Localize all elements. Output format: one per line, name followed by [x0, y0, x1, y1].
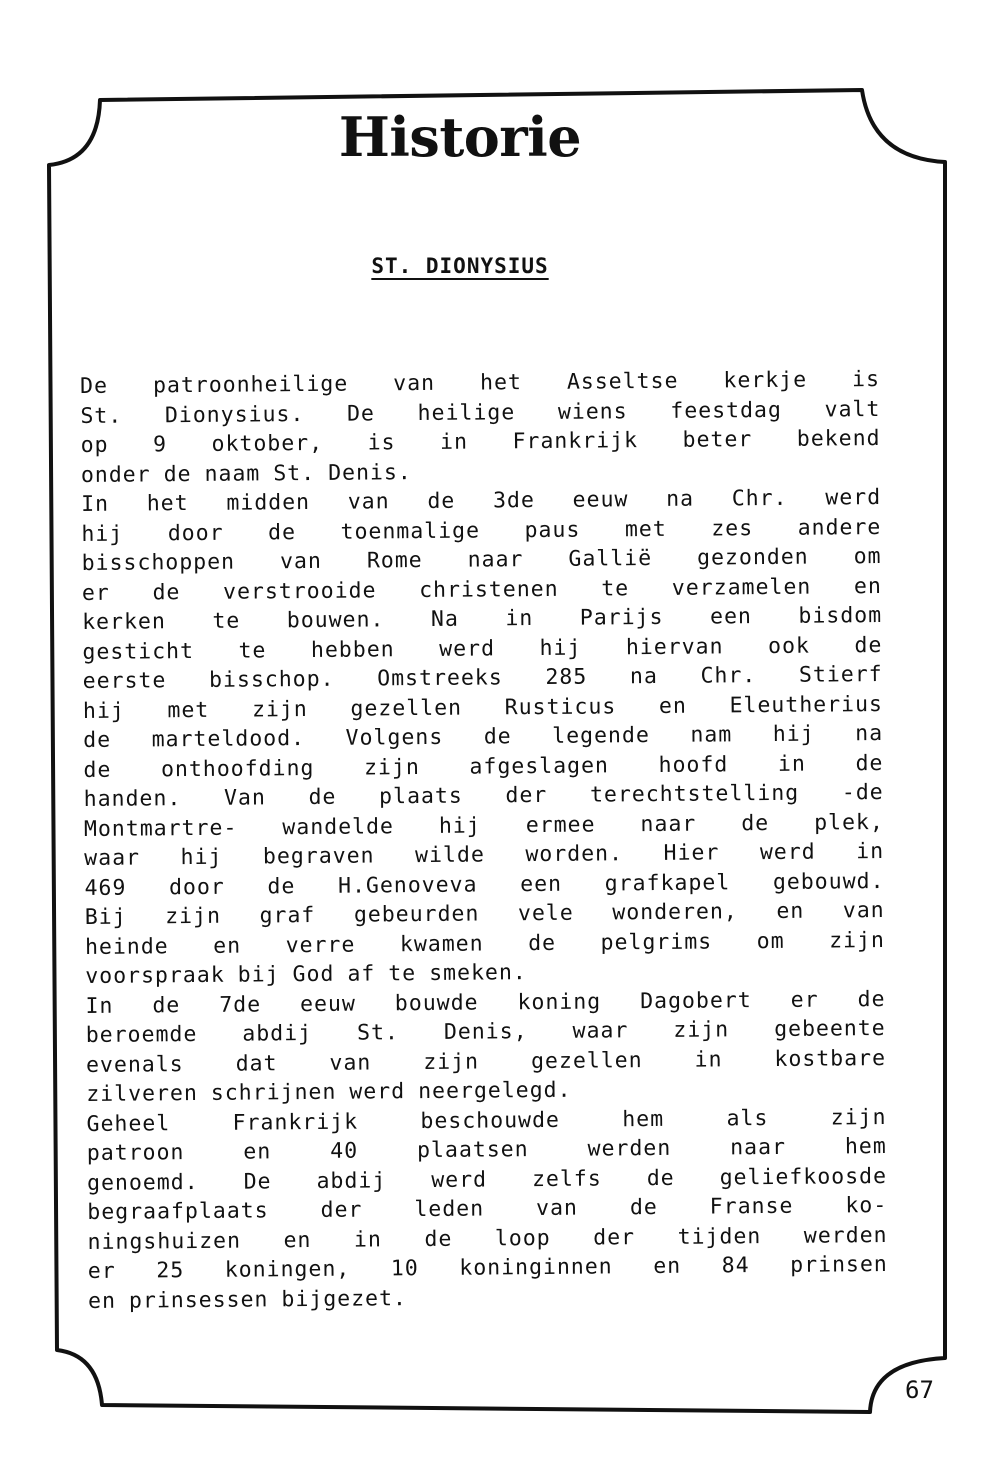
- word: genoemd.: [86, 1169, 199, 1196]
- word: Frankrijk: [232, 1109, 359, 1136]
- word: door: [168, 874, 225, 900]
- word: legende: [552, 723, 650, 749]
- word: Na: [430, 606, 459, 632]
- word: onder: [80, 461, 151, 488]
- word: eeuw: [299, 991, 356, 1017]
- word: zijn: [673, 1017, 730, 1043]
- word: Rome: [366, 548, 423, 574]
- word: met: [624, 516, 667, 542]
- word: de: [857, 986, 886, 1012]
- word: en: [653, 1253, 682, 1280]
- word: wilde: [414, 842, 485, 869]
- word: van: [329, 1049, 372, 1076]
- word: gebeente: [774, 1015, 886, 1042]
- word: heinde: [84, 933, 169, 960]
- word: 285: [545, 664, 588, 690]
- word: in: [440, 429, 469, 455]
- word: plaatsen: [416, 1137, 529, 1164]
- word: bisschop.: [208, 666, 335, 693]
- word: bouwen.: [286, 607, 385, 634]
- word: neergelegd.: [418, 1077, 572, 1105]
- article-subtitle: ST. DIONYSIUS: [371, 254, 549, 278]
- word: er: [790, 987, 819, 1013]
- word: er: [87, 1258, 116, 1284]
- word: pelgrims: [600, 929, 713, 955]
- word: St.: [356, 1020, 400, 1046]
- word: valt: [824, 396, 881, 423]
- word: beter: [682, 427, 753, 453]
- word: gezellen: [530, 1047, 643, 1074]
- word: van: [393, 370, 436, 397]
- word: zelfs: [531, 1165, 602, 1192]
- word: verre: [285, 932, 356, 958]
- word: is: [852, 367, 881, 393]
- word: paus: [524, 517, 581, 543]
- word: werd: [825, 485, 882, 511]
- word: gezonden: [697, 544, 809, 571]
- word: terechtstelling: [589, 780, 800, 808]
- word: feestdag: [670, 397, 782, 424]
- word: naar: [730, 1134, 787, 1161]
- word: wiens: [557, 398, 628, 425]
- word: handen.: [83, 786, 182, 812]
- word: van: [347, 489, 390, 515]
- word: het: [146, 491, 189, 517]
- word: kerkje: [723, 367, 808, 394]
- word: kwamen: [399, 931, 484, 957]
- word: de: [528, 930, 557, 956]
- word: 9: [152, 432, 168, 458]
- word: -de: [841, 780, 884, 806]
- word: door: [167, 520, 224, 546]
- word: bijgezet.: [281, 1285, 408, 1312]
- word: en: [776, 898, 805, 924]
- word: worden.: [525, 841, 624, 868]
- word: zijn: [829, 927, 886, 953]
- word: in: [353, 1226, 382, 1253]
- word: en: [283, 1227, 312, 1253]
- word: te: [238, 637, 267, 664]
- page-number: 67: [905, 1376, 934, 1404]
- word: zijn: [830, 1104, 887, 1130]
- word: nam: [690, 722, 733, 748]
- word: Gallië: [568, 546, 653, 572]
- word: grafkapel: [604, 869, 731, 896]
- word: H.Genoveva: [337, 872, 478, 899]
- word: en: [658, 693, 687, 719]
- word: Stierf: [798, 662, 883, 688]
- word: op: [80, 432, 109, 458]
- word: hij: [772, 721, 815, 747]
- word: wonderen,: [612, 899, 738, 926]
- word: Frankrijk: [512, 428, 639, 455]
- word: in: [694, 1046, 723, 1073]
- word: te: [388, 961, 417, 987]
- word: en: [213, 933, 242, 959]
- word: en: [853, 573, 882, 599]
- word: werd: [759, 839, 816, 866]
- word: naam: [204, 460, 261, 487]
- word: Denis.: [328, 459, 412, 486]
- word: Hier: [663, 840, 720, 866]
- word: Van: [223, 785, 266, 811]
- word: der: [505, 782, 548, 809]
- word: Montmartre-: [83, 815, 238, 842]
- word: gebouwd.: [772, 868, 885, 895]
- word: Dionysius.: [164, 401, 305, 428]
- word: de: [427, 488, 456, 514]
- word: zijn: [165, 903, 222, 930]
- word: hem: [844, 1133, 887, 1160]
- word: de: [83, 727, 112, 753]
- word: werd: [349, 1079, 406, 1105]
- word: ko-: [845, 1192, 888, 1219]
- word: plek,: [814, 809, 885, 836]
- word: naar: [640, 811, 697, 837]
- word: 10: [390, 1256, 419, 1282]
- word: van: [842, 897, 885, 924]
- word: waar: [572, 1018, 629, 1044]
- word: waar: [84, 845, 141, 871]
- word: hij: [81, 521, 124, 547]
- word: zes: [711, 515, 754, 541]
- word: loop: [494, 1225, 551, 1251]
- word: begraven: [262, 843, 375, 870]
- word: van: [535, 1195, 579, 1222]
- word: ningshuizen: [87, 1228, 242, 1255]
- word: gezellen: [350, 695, 463, 722]
- word: hij: [180, 844, 223, 871]
- word: Franse: [709, 1193, 794, 1220]
- word: begraafplaats: [87, 1198, 269, 1225]
- word: werd: [431, 1166, 488, 1193]
- word: De: [80, 373, 109, 399]
- word: koningen,: [224, 1256, 351, 1283]
- word: de: [163, 461, 192, 487]
- word: de: [308, 784, 337, 811]
- word: de: [424, 1226, 453, 1252]
- word: De: [243, 1168, 272, 1195]
- word: andere: [797, 514, 882, 541]
- word: Asseltse: [566, 368, 679, 395]
- word: 3de: [492, 488, 535, 514]
- word: werden: [587, 1135, 672, 1162]
- word: de: [83, 757, 112, 783]
- word: midden: [226, 489, 311, 516]
- word: de: [646, 1165, 675, 1191]
- word: 40: [330, 1138, 359, 1164]
- word: vele: [517, 900, 574, 927]
- word: om: [853, 544, 882, 570]
- word: hij: [82, 698, 125, 724]
- word: zijn: [251, 696, 308, 723]
- word: de: [483, 724, 512, 750]
- word: Eleutherius: [729, 691, 884, 718]
- word: beroemde: [85, 1022, 198, 1048]
- word: 25: [156, 1258, 185, 1284]
- word: 84: [721, 1253, 750, 1279]
- word: evenals: [85, 1051, 184, 1078]
- word: bij: [237, 962, 280, 988]
- word: zilveren: [86, 1080, 198, 1107]
- word: Rusticus: [504, 693, 617, 720]
- word: bekend: [796, 426, 881, 452]
- word: werd: [439, 635, 496, 662]
- word: Chr.: [731, 485, 788, 512]
- word: De: [346, 400, 376, 427]
- word: ook: [767, 633, 811, 659]
- word: is: [367, 430, 396, 456]
- word: heilige: [417, 399, 516, 426]
- word: wandelde: [282, 813, 395, 840]
- word: plaats: [379, 783, 463, 810]
- page-title: Historie: [338, 105, 582, 169]
- word: de: [268, 519, 297, 545]
- word: leden: [414, 1196, 485, 1223]
- word: bisdom: [798, 603, 883, 629]
- word: In: [81, 491, 110, 517]
- article-body: [80, 365, 888, 1316]
- word: hij: [438, 813, 481, 839]
- word: te: [601, 575, 630, 601]
- word: patroonheilige: [152, 371, 349, 399]
- word: na: [666, 486, 695, 512]
- word: na: [629, 663, 658, 690]
- word: hij: [539, 635, 582, 661]
- word: abdij: [242, 1021, 313, 1047]
- word: zijn: [363, 754, 420, 781]
- word: er: [81, 580, 110, 606]
- word: eerste: [82, 668, 167, 694]
- word: Parijs: [579, 604, 664, 631]
- word: in: [777, 751, 806, 777]
- word: In: [85, 993, 114, 1019]
- word: Dagobert: [640, 987, 752, 1014]
- word: zijn: [423, 1049, 480, 1075]
- word: bouwde: [394, 990, 479, 1016]
- word: der: [320, 1197, 363, 1223]
- word: ermee: [525, 812, 596, 838]
- word: koning: [517, 988, 602, 1015]
- word: Bij: [84, 904, 127, 930]
- word: smeken.: [429, 960, 527, 986]
- word: tijden: [677, 1223, 762, 1250]
- word: en: [243, 1139, 272, 1165]
- word: toenmalige: [340, 518, 481, 545]
- word: het: [479, 370, 523, 396]
- word: afgeslagen: [469, 752, 610, 780]
- word: 469: [84, 875, 127, 901]
- word: om: [756, 928, 785, 954]
- word: in: [856, 839, 885, 865]
- word: abdij: [316, 1167, 387, 1194]
- word: beschouwde: [420, 1107, 561, 1134]
- word: verzamelen: [671, 574, 812, 601]
- word: der: [593, 1224, 636, 1251]
- word: marteldood.: [151, 726, 306, 753]
- word: Geheel: [86, 1110, 171, 1137]
- word: christenen: [419, 576, 559, 603]
- word: af: [347, 961, 376, 987]
- word: kerken: [82, 609, 166, 635]
- word: bisschoppen: [81, 549, 236, 576]
- word: werden: [803, 1222, 888, 1249]
- word: in: [505, 606, 534, 632]
- word: hebben: [310, 636, 395, 663]
- word: kostbare: [774, 1045, 887, 1072]
- word: God: [292, 961, 335, 988]
- word: de: [855, 750, 884, 776]
- word: verstrooide: [222, 577, 377, 605]
- word: de: [152, 579, 181, 605]
- word: gesticht: [82, 638, 195, 665]
- word: een: [709, 604, 753, 630]
- word: Denis,: [443, 1019, 528, 1045]
- word: na: [855, 721, 884, 747]
- word: van: [279, 548, 323, 575]
- word: de: [741, 810, 770, 836]
- word: met: [167, 697, 210, 723]
- word: prinsessen: [128, 1286, 269, 1314]
- word: schrijnen: [210, 1079, 337, 1106]
- word: te: [212, 608, 241, 634]
- word: prinsen: [790, 1251, 888, 1278]
- word: Omstreeks: [377, 665, 503, 692]
- word: graf: [259, 902, 316, 929]
- word: een: [520, 871, 563, 897]
- word: de: [629, 1194, 658, 1221]
- word: St.: [80, 403, 123, 429]
- word: Chr.: [700, 663, 757, 689]
- word: de: [267, 873, 296, 899]
- word: voorspraak: [85, 962, 225, 989]
- word: eeuw: [572, 487, 629, 513]
- word: onthoofding: [160, 755, 315, 782]
- word: en: [87, 1288, 117, 1314]
- word: oktober,: [211, 430, 324, 457]
- word: geliefkoosde: [719, 1163, 888, 1190]
- word: de: [854, 632, 883, 658]
- word: hiervan: [625, 633, 724, 660]
- word: 7de: [219, 991, 262, 1018]
- word: St.: [273, 460, 316, 486]
- word: hem: [622, 1106, 665, 1132]
- word: hoofd: [658, 751, 729, 778]
- word: de: [152, 992, 181, 1018]
- word: koninginnen: [459, 1254, 613, 1281]
- word: naar: [467, 547, 524, 573]
- word: Volgens: [345, 724, 444, 751]
- word: dat: [235, 1050, 278, 1077]
- word: als: [726, 1105, 769, 1131]
- word: patroon: [86, 1140, 185, 1166]
- word: gebeurden: [353, 901, 480, 928]
